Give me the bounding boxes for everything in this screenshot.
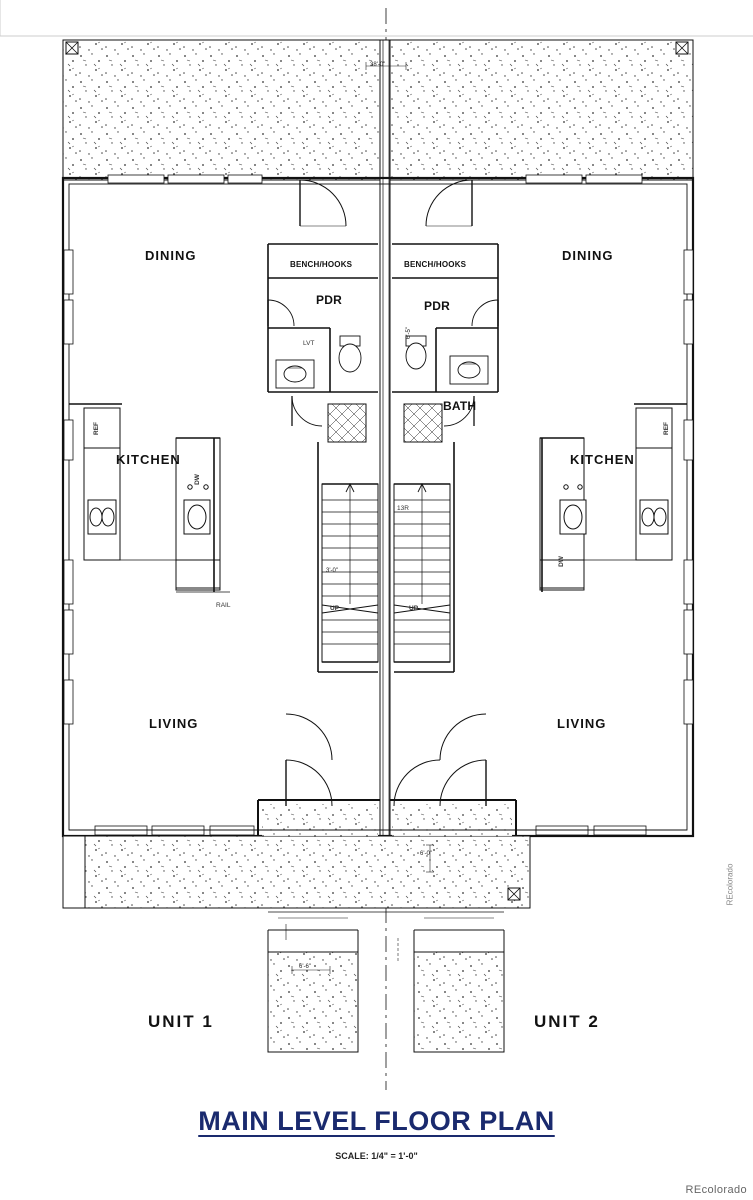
label-bench-hooks-right: BENCH/HOOKS	[404, 260, 467, 269]
watermark-side: REcolorado	[725, 863, 735, 906]
label-dw-left: DW	[193, 474, 201, 485]
watermark: REcolorado	[685, 1184, 747, 1196]
room-label-living-left: LIVING	[149, 716, 199, 731]
page-title: MAIN LEVEL FLOOR PLAN	[198, 1106, 555, 1136]
room-label-dining-left: DINING	[145, 248, 197, 263]
scale-note: SCALE: 1/4" = 1'-0"	[335, 1151, 418, 1161]
label-ref-right: REF	[663, 422, 670, 435]
label-lvt: LVT	[303, 340, 315, 347]
room-label-dining-right: DINING	[562, 248, 614, 263]
unit-label-left: UNIT 1	[148, 1012, 214, 1031]
label-dw-right: DW	[557, 556, 565, 567]
label-pdr-left: PDR	[316, 293, 342, 307]
dimension-bath: 6'-5"	[405, 327, 412, 339]
label-riser-count-right: 13R	[397, 505, 409, 512]
dimension-wall: 3'-0"	[326, 568, 338, 574]
label-rail-left: RAIL	[216, 602, 231, 609]
label-bath-right: BATH	[443, 399, 477, 413]
label-ref-left: REF	[93, 422, 100, 435]
label-up-left: UP	[330, 605, 340, 612]
dimension-bottom-porch: 6'-0"	[420, 851, 432, 857]
label-up-right: UP	[409, 605, 419, 612]
dimension-top-width: 38'-0"	[370, 62, 386, 68]
room-label-kitchen-left: KITCHEN	[116, 452, 181, 467]
unit-label-right: UNIT 2	[534, 1012, 600, 1031]
label-pdr-right: PDR	[424, 299, 450, 313]
dimension-stoop: 6'-6"	[299, 964, 311, 970]
label-bench-hooks-left: BENCH/HOOKS	[290, 260, 353, 269]
room-label-kitchen-right: KITCHEN	[570, 452, 635, 467]
room-label-living-right: LIVING	[557, 716, 607, 731]
